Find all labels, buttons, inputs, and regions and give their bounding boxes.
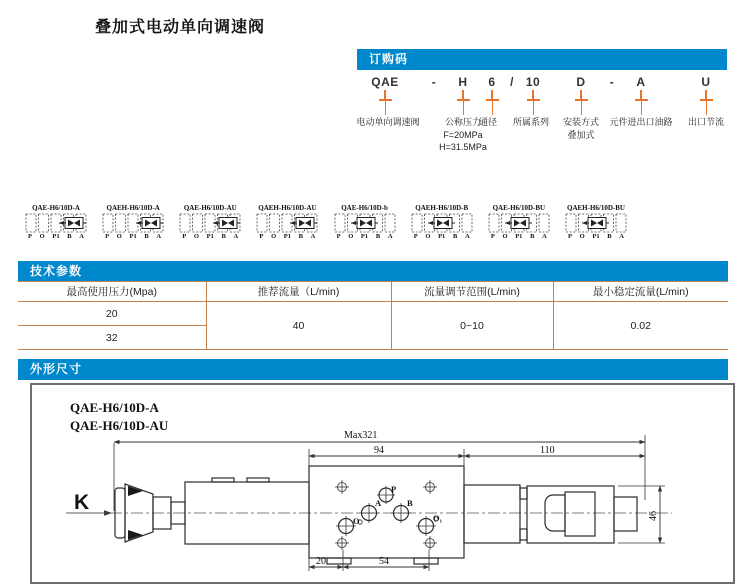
code-part-throttle: U xyxy=(701,75,711,89)
ordering-annotation-family: 所属系列 xyxy=(512,117,550,127)
dims-section-header: 外形尺寸 xyxy=(18,359,728,380)
ordering-code-row xyxy=(357,75,729,155)
dimension-bottom-20 xyxy=(309,550,343,571)
valve-symbol-label: QAEH-H6/10D-BU xyxy=(567,204,625,212)
svg-text:Max321: Max321 xyxy=(344,430,378,441)
port-label-b: B xyxy=(407,498,413,508)
col-header-flow-range: 流量调节范围(L/min) xyxy=(391,282,553,302)
code-part-size: 6 xyxy=(488,75,496,89)
valve-schematic-icon xyxy=(488,213,550,233)
valve-symbol-ports: P O P1 B A xyxy=(182,233,239,240)
svg-text:54: 54 xyxy=(379,556,389,567)
col-header-recommended-flow: 推荐流量（L/min) xyxy=(206,282,391,302)
valve-symbol xyxy=(329,204,401,240)
dimension-drawing xyxy=(32,385,733,582)
port-label-p: P xyxy=(391,484,397,494)
port-label-a: A xyxy=(375,498,382,508)
valve-symbol-ports: P O P1 B A xyxy=(413,233,470,240)
code-part-dash2: - xyxy=(609,75,615,89)
valve-symbol-label: QAEH-H6/10D-AU xyxy=(258,204,317,212)
cell-pressure-32: 32 xyxy=(105,331,118,344)
dimension-height xyxy=(618,486,665,543)
code-part-port: A xyxy=(636,75,646,89)
dimension-right-length xyxy=(464,445,645,456)
valve-symbol-ports: P O P1 B A xyxy=(28,233,84,240)
cell-min-stable: 0.02 xyxy=(553,302,728,350)
valve-symbol-ports: P O P1 B A xyxy=(259,233,316,240)
valve-symbol-ports: P O P1 B A xyxy=(567,233,624,240)
valve-symbol-ports: P O P1 B A xyxy=(490,233,547,240)
valve-symbol-label: QAE-H6/10D-BU xyxy=(492,204,546,212)
valve-symbol-ports: P O P1 B A xyxy=(336,233,393,240)
valve-symbol-label: QAEH-H6/10D-B xyxy=(415,204,469,212)
drawing-model-label-1: QAE-H6/10D-A xyxy=(70,400,159,415)
col-header-min-stable-flow: 最小稳定流量(L/min) xyxy=(553,282,728,302)
cell-pressure-20: 20 xyxy=(18,302,206,326)
ordering-annotation-port: 元件进出口油路 xyxy=(609,117,673,127)
valve-schematic-icon xyxy=(179,213,241,233)
valve-symbol-label: QAE-H6/10D-b xyxy=(341,204,388,212)
valve-symbol xyxy=(560,204,632,240)
code-part-slash: / xyxy=(510,75,514,89)
tech-params-section-header: 技术参数 xyxy=(18,261,728,282)
page-title: 叠加式电动单向调速阀 xyxy=(95,19,266,36)
svg-text:20: 20 xyxy=(316,556,326,567)
svg-text:46: 46 xyxy=(648,511,659,521)
view-direction-label: K xyxy=(74,491,90,514)
code-part-mounting: D xyxy=(576,75,586,89)
ordering-annotation-series: 电动单向调速阀 xyxy=(356,117,420,127)
code-part-series: QAE xyxy=(371,75,399,89)
dimension-plate-width xyxy=(309,445,464,485)
code-part-dash1: - xyxy=(431,75,437,89)
svg-text:94: 94 xyxy=(374,445,384,456)
valve-schematic-icon xyxy=(256,213,318,233)
valve-symbol-row xyxy=(20,204,632,240)
valve-symbol-label: QAE-H6/10D-A xyxy=(32,204,80,212)
ordering-annotation-size: 通径 xyxy=(478,117,498,127)
valve-schematic-icon xyxy=(411,213,473,233)
valve-symbol-label: QAEH-H6/10D-A xyxy=(106,204,160,212)
right-valve-body xyxy=(464,485,637,543)
table-row xyxy=(18,302,728,326)
valve-schematic-icon xyxy=(102,213,164,233)
dimension-drawing-box xyxy=(30,383,735,584)
valve-schematic-icon xyxy=(565,213,627,233)
valve-symbol xyxy=(97,204,169,240)
valve-body xyxy=(185,478,309,544)
table-header-row xyxy=(18,282,728,302)
col-header-max-pressure: 最高使用压力(Mpa) xyxy=(18,282,206,302)
drawing-model-label-2: QAE-H6/10D-AU xyxy=(70,418,169,433)
valve-schematic-icon xyxy=(334,213,396,233)
cell-flow: 40 xyxy=(206,302,391,350)
valve-symbol xyxy=(20,204,92,240)
valve-symbol-ports: P O P1 B A xyxy=(105,233,162,240)
cell-range: 0~10 xyxy=(391,302,553,350)
tech-params-table xyxy=(18,281,728,350)
port-label-o1: O₁ xyxy=(433,513,443,523)
code-part-pressure: H xyxy=(458,75,468,89)
svg-text:110: 110 xyxy=(540,445,555,456)
ordering-section-header: 订购码 xyxy=(357,49,727,70)
valve-symbol xyxy=(174,204,246,240)
dimension-bottom-54 xyxy=(343,550,429,571)
code-part-family: 10 xyxy=(525,75,541,89)
valve-symbol xyxy=(483,204,555,240)
valve-symbol-label: QAE-H6/10D-AU xyxy=(183,204,237,212)
valve-schematic-icon xyxy=(25,213,87,233)
valve-symbol xyxy=(406,204,478,240)
port-label-o: O xyxy=(353,516,360,526)
ordering-annotation-throttle: 出口节流 xyxy=(687,117,725,127)
ordering-annotation-mounting: 安装方式 叠加式 xyxy=(562,117,600,140)
valve-symbol xyxy=(251,204,323,240)
ordering-annotation-pressure: 公称压力 F=20MPa H=31.5MPa xyxy=(439,117,487,152)
